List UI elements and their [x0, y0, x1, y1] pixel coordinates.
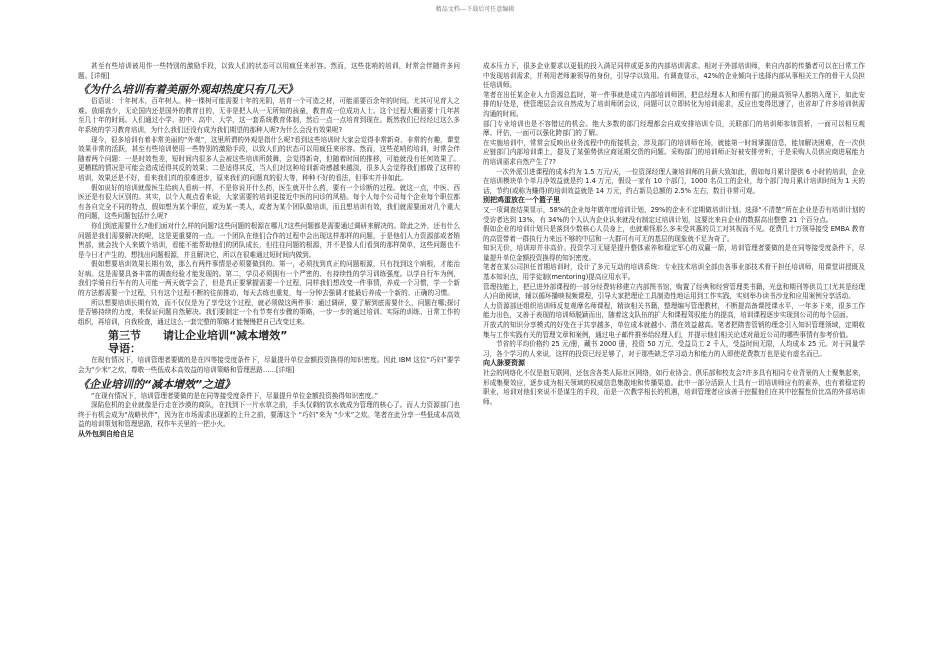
paragraph: 在实施培训中，常常会反映出业务流程中的衔接机会，涉及部门的培训师在场，就能第一时间掌握信息，能加解决困难，在一次供应链部门内部培训课上，提及了某强势供应商延期交货的问题。采购部门的培训师正好被安排旁听，于是采购人员供应商进展能力的培训需求自然产生了?? [483, 138, 865, 166]
paragraph: 社会的网络化不仅是抱互联网，还包含各类人际社区网络，如行业协会、俱乐部和校友会?许多具有相同专业背景的人士聚集起来，形成集聚效应，逐步成为相关领域的权威信息集散地和传播渠道。此中一部分活跃人士具有一切培训师应有的素养，也有着稳定的职业，培训对他们来说不是谋生的手段，而是一次教学相长的机遇，培训管理者应该善于挖掘他们在其中挖掘性价比高的外部培训师。 [483, 369, 865, 406]
section-number: 第三节 [108, 329, 141, 343]
section-title: 请让企业培训“减本增效” [163, 329, 288, 343]
paragraph: 假如企业的培训计划只是落到少数核心人员身上，也就难怪那么多未受其惠的员工对其视而不见。花费几十万领导接受 EMBA 教育的高管带着一群执行力来远不够的中层和一大群可有可无的基层的现象就不足为奇了。 [483, 225, 865, 243]
paragraph: 甚至有些培训被用作一些特别的激励手段，以致人们的状态可以用疯狂来形容。然而，这些花哨的培训，时常会伴随许多问题。[详细] [78, 62, 460, 80]
article-heading: 《企业培训的“减本增效”之道》 [78, 377, 236, 391]
paragraph: 所以想要培训长期有效，而不仅仅是为了享受这个过程，就必须做这两件事：通过调研，要了解到底需要什么，问题在哪;探讨是否够持续的力度，来保证问题自然解决。我们要制定一个有节奏有步骤的策略，一步一步的通过培训、实际的训练、日常工作的组织，再培训，自我检查，通过这么一套完整的策略才能慢慢把自己改变过来。 [78, 298, 460, 326]
paragraph: 部门专业培训也是不容错过的机会。绝大多数的部门经理都会自成安排培训专员，关联部门的培训师参加资析，一面可以相互观摩、评估，一面可以强化跨部门的了解。 [483, 119, 865, 138]
paragraph: 节省的平均价格约 25 元/册，藏书 2000 册，投资 50 万元，受益员工 2 千人，受益时间无限，人均成本 25 元。对于同量学习，各个学习的人来说，这样的投资已经足够了，对于那些缺乏学习动力和能力的人即使花费数万也是徒有虚名而已。 [483, 340, 865, 358]
paragraph: 又一项调查结果显示，58%的企业每年做年度培训计划，29%的企业不定期做培训计划。选择“不清楚”所在企业是否有培训计划的受访者达到 13%，有 34%的个人认为企业认来就没有制定过培训计划，这要比来自企业的数据高出整整 21 个百分点。 [483, 205, 865, 224]
paragraph: 你们到底需要什么?他们面对什么样的问题?这些问题的根源在哪儿?这些问题都是需要通过调研来解决的。除此之外，还有什么问题是我们需要解决的呢，这是更重要的一点。一个团队在他们合作的过程中会出现这样那样的问题，于是他们人力资源部或者销售部，就会找个人来做个培训，看能不能帮助他们的团队成长，但往往问题的根源，并不是像人们看到的那样简单，这些问题也不是今日才产生的，想找出问题根源，并且解决它，所以在很难通过短时间内做到。 [78, 221, 460, 259]
paragraph: 笔者在某公司担任首期培训时，设计了多元互动的培训系统：专业技术培训全部由各事业部技术骨干担任培训师，用课堂讲授既及基本知识点，用学徒制(mentoring)提高应用水平。 [483, 263, 865, 282]
article-heading: 《为什么培训有着美丽外观却热度只有几天》 [78, 83, 298, 97]
subheading: 从外包到自给自足 [78, 430, 134, 438]
paragraph: “在现有情况下，培训管理者要做的是在同等接受度条件下，尽量提升单位金额投资换得知识密度。” [91, 391, 379, 400]
paragraph: 知识无价，培训却并非高价。投资学习无疑是提升整体素养和稳定军心的双赢一箭，培训管理者要做的是在同等接受度条件下，尽量提升单位金额投资换得的知识密度。 [483, 244, 865, 262]
paragraph: 一次外派引进课程的成本约为 1.5 万元/天，一位资深经理人兼培训师的月薪大致如此，假如每月累计提供 6 小时的培训，企业在培训模块单个单月净效益就是约 1.4 万元，假设一家有 10 个部门，1000 名员工的企业，每个部门每月累计培训时间为 1 天的话，节约(或称为赚得)的培训效益就是 14 万元，约占新员总额的 2.5% 左右，数目非常可观。 [483, 167, 865, 195]
right-column [483, 62, 865, 666]
paragraph: 管理技能上，把已进外部课程的一部分经费转移建立内部图书馆，购置了经典和经营管理类书籍，光盘和期刊等供员工(尤其是经理人)自助阅读，辅以循环播映视频课程，引导大家把理论工具制造性地运用到工作实践，实则举办读书沙龙和应用案例分享活动。 [483, 282, 865, 301]
subheading: 向人脉要资源 [483, 359, 525, 368]
section-heading [78, 329, 460, 342]
paragraph: 开放式的知识分享模式的好处在于共享越多，单位成本就越小、潜在效益越高。笔者把隋巻管销的理念引入知识管理领域，定期收集与工作实践有关的管理文章和案例，通过电子邮件推举给经理人们，并提示他们相关论述对最近公司的哪些事情有参考价值。 [483, 321, 865, 339]
paragraph: 人力资源部还组织培训师反复观摩名师课程，精读相关书籍，整理编写管理教材，不断提高备课授课水平，一年多下来，很多工作能力出色，又善于表现的培训师脱颖而出，随着这支队伍的扩大和课程驾驭能力的提高，培训课程逐步实现到公司的每个层面。 [483, 301, 865, 320]
paragraph: 笔者在出任某企业人力资源总监时，第一件事就是成立内部培训师团，把总经理本人和所有部门的最高领导人都纳入麾下，如此安排的好处是，使管理层会议自然成为了培训师团会议，问题可以立即转化为培训需求，反应也变得迅速了，也省却了许多培训供需沟通的时间。 [483, 90, 865, 118]
paragraph: 假如说好的培训就像医生给病人看病一样，不是你说开什么药，医生就开什么药，要有一个诊断的过程。就这一点，中医、西医还是有很大区别的。其实，以个人观点看来说，大家需要的培训更接近中医的问诊的风格。每个人每个公司每个企业每个职位都有各自完全不同的特点，假如想为某个职位，或为某一类人，或者为某个团队做培训，而且想培训有效，我们就需要面对几个重大的问题，这些问题包括什么呢? [78, 183, 460, 221]
paragraph: 现今，很多培训有着非常美丽的“外观”，这里所谓的外观是指什么呢?看到这些培训时大家会觉得非常新奇、非常的有趣，课堂效果非常的活跃，甚至有些培训使用一些特别的激励手段，以致人们的状态可以用疯狂来形容。然而，这些花哨的培训，时常会伴随着两个问题：一是时效性差，短时间内很多人会被这些培训所鼓舞，会觉得新奇，但随着时间的推移，可能就没有任何效果了。更糟糕的情况是可能会造成适得其反的效果；二是适得其反，当人们对这种培训新奇感越来越淡，很多人会觉得我们都做了这样的培训，效果还是不好，看来我们真的很难进步，原来我们的问题真的很大等，种种不好的看法，但事实并非如此。 [78, 135, 460, 182]
paragraph: 在现有情况下，培训管理者要做的是在四等接受度条件下，尽量提升单位金额投资换得的知识密度。因此 IBM 这位“巧妇”要学会为“少米”之炊，尊敬一些低成本高效益的培训策略和管理思路……[详细] [78, 356, 460, 375]
page-header: 精品文档---下载后可任意编辑 [435, 6, 515, 13]
paragraph: 成本压力下，很多企业要求以更低的投入满足同样或更多的内部培训需求。相对于外部培训师，来自内部的传播者可以在日常工作中发现培训需求，并利用老师兼领导的身份，引导学以致用。有调查显示，42%的企业倾向于选择内部从事相关工作的骨干人员担任培训师。 [483, 62, 865, 90]
guide-heading: 导语： [108, 342, 141, 356]
paragraph: 俗语说：十年树木，百年树人。种一棵树可能需要十年的光阴，培育一个可造之材，可能需要百余年的时间。尤其可见育人之难。放眼我少，无论国内还是国外的教育目的，无非是把人从一无所知的孩童，教育成一位成功人士。这个过程大概需要十几年甚至几十年的时间。人们通过小学、初中、高中、大学，这一套系统教育体制，然后一点一点培育到现在。既然我们已经经过这么多年系统的学习教育培训，为什么我们还没有成为我们期望的那种人呢?为什么会没有效果呢? [78, 97, 460, 134]
paragraph: 深陷危机的企业就像是行走在沙漠的商队，在找到下一片水草之前，手头仅剩的饮水就成为管理的核心了。而人力资源部门也终于有机会成为“战略伙伴”，因为在市场需求出现新的上升之前，要薄这个 “巧妇”来为 “少米”之炊。笔者在此分享一些低成本高效益的培训策划和管理思路，权作车关里的一把小火。 [78, 401, 460, 429]
subheading: 别把鸡蛋放在一个篮子里 [483, 196, 560, 205]
left-column [78, 62, 460, 662]
paragraph: 假如想要培训效果长期有效，那么有两件事情是必须要做到的。第一，必须找到真正的问题根源，只有找到这个病根，才能治好病。这是需要具备丰富的调查经验才能发现的。第二，学员必须拥有一个严密的、有持续性的学习训练强度。以学自行车为例，我们学骑自行车有的人可能一两天就学会了，但是真正要掌握需要一个过程，同样我们想改变一件事情，养成一个习惯，学一个新的方法都需要一个过程，只有这个过程不断的往前推动，每天去练也重复，每一分钟去强调才能最后养成一个新的、正确的习惯。 [78, 260, 460, 298]
